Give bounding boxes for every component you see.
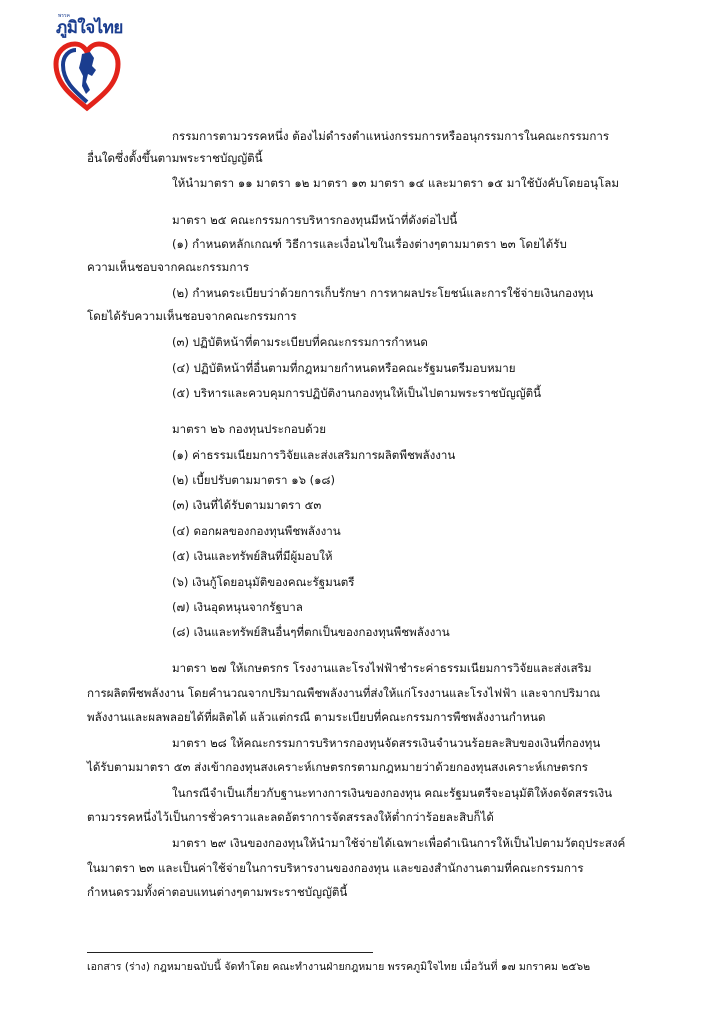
list-item: (๖) เงินกู้โดยอนุมัติของคณะรัฐมนตรี [172, 575, 355, 589]
text-line: กรรมการตามวรรคหนึ่ง ต้องไม่ดำรงตำแหน่งกรรมการหรืออนุกรรมการในคณะกรรมการ [172, 129, 610, 143]
list-item: (๕) เงินและทรัพย์สินที่มีผู้มอบให้ [172, 549, 333, 563]
list-item: (๒) กำหนดระเบียบว่าด้วยการเก็บรักษา การหาผลประโยชน์และการใช้จ่ายเงินกองทุน [172, 286, 594, 300]
text-line: กำหนดรวมทั้งค่าตอบแทนต่างๆตามพระราชบัญญัตินี้ [87, 885, 348, 899]
list-item: (๓) ปฏิบัติหน้าที่ตามระเบียบที่คณะกรรมการกำหนด [172, 335, 428, 349]
list-item: (๑) กำหนดหลักเกณฑ์ วิธีการและเงื่อนไขในเรื่องต่างๆตามมาตรา ๒๓ โดยได้รับ [172, 237, 567, 251]
list-item: (๔) ปฏิบัติหน้าที่อื่นตามที่กฎหมายกำหนดหรือคณะรัฐมนตรีมอบหมาย [172, 361, 516, 375]
list-item: (๔) ดอกผลของกองทุนพืชพลังงาน [172, 524, 341, 538]
section-heading: มาตรา ๒๕ คณะกรรมการบริหารกองทุนมีหน้าที่ดังต่อไปนี้ [172, 213, 458, 227]
list-item: (๗) เงินอุดหนุนจากรัฐบาล [172, 600, 303, 614]
text-line: ให้นำมาตรา ๑๑ มาตรา ๑๒ มาตรา ๑๓ มาตรา ๑๔ และมาตรา ๑๕ มาใช้บังคับโดยอนุโลม [172, 176, 619, 190]
list-item: (๒) เบี้ยปรับตามมาตรา ๑๖ (๑๘) [172, 473, 335, 487]
logo-subtitle: พรรค [58, 13, 71, 19]
section-heading: มาตรา ๒๙ เงินของกองทุนให้นำมาใช้จ่ายได้เฉพาะเพื่อดำเนินการให้เป็นไปตามวัตถุประสงค์ [172, 836, 626, 850]
section-heading: มาตรา ๒๘ ให้คณะกรรมการบริหารกองทุนจัดสรรเงินจำนวนร้อยละสิบของเงินที่กองทุน [172, 736, 601, 750]
heart-map-icon [52, 40, 122, 112]
section-heading: มาตรา ๒๖ กองทุนประกอบด้วย [172, 422, 326, 436]
text-line: ความเห็นชอบจากคณะกรรมการ [87, 260, 250, 274]
party-logo [50, 14, 126, 112]
list-item: (๕) บริหารและควบคุมการปฏิบัติงานกองทุนให้เป็นไปตามพระราชบัญญัตินี้ [172, 386, 542, 400]
logo-name: ภูมิใจไทย [56, 18, 123, 38]
list-item: (๓) เงินที่ได้รับตามมาตรา ๕๓ [172, 498, 322, 512]
text-line: ในกรณีจำเป็นเกี่ยวกับฐานะทางการเงินของกองทุน คณะรัฐมนตรีจะอนุมัติให้งดจัดสรรเงิน [172, 786, 613, 800]
footer-note: เอกสาร (ร่าง) กฎหมายฉบับนี้ จัดทำโดย คณะทำงานฝ่ายกฎหมาย พรรคภูมิใจไทย เมื่อวันที่ ๑๗ มกราคม ๒๕๖๒ [87, 961, 591, 973]
text-line: ตามวรรคหนึ่งไว้เป็นการชั่วคราวและลดอัตราการจัดสรรลงให้ต่ำกว่าร้อยละสิบก็ได้ [87, 810, 494, 824]
text-line: ในมาตรา ๒๓ และเป็นค่าใช้จ่ายในการบริหารงานของกองทุน และของสำนักงานตามที่คณะกรรมการ [87, 861, 584, 875]
list-item: (๘) เงินและทรัพย์สินอื่นๆที่ตกเป็นของกองทุนพืชพลังงาน [172, 625, 450, 639]
text-line: ได้รับตามมาตรา ๕๓ ส่งเข้ากองทุนสงเคราะห์เกษตรกรตามกฎหมายว่าด้วยกองทุนสงเคราะห์เกษตรกร [87, 760, 588, 774]
list-item: (๑) ค่าธรรมเนียมการวิจัยและส่งเสริมการผลิตพืชพลังงาน [172, 448, 456, 462]
text-line: พลังงานและผลพลอยได้ที่ผลิตได้ แล้วแต่กรณี ตามระเบียบที่คณะกรรมการพืชพลังงานกำหนด [87, 710, 546, 724]
section-heading: มาตรา ๒๗ ให้เกษตรกร โรงงานและโรงไฟฟ้าชำระค่าธรรมเนียมการวิจัยและส่งเสริม [172, 661, 592, 675]
footer-divider [87, 952, 373, 953]
text-line: อื่นใดซึ่งตั้งขึ้นตามพระราชบัญญัตินี้ [87, 151, 263, 165]
text-line: โดยได้รับความเห็นชอบจากคณะกรรมการ [87, 309, 297, 323]
text-line: การผลิตพืชพลังงาน โดยคำนวณจากปริมาณพืชพลังงานที่ส่งให้แก่โรงงานและโรงไฟฟ้า และจากปริมาณ [87, 686, 601, 700]
